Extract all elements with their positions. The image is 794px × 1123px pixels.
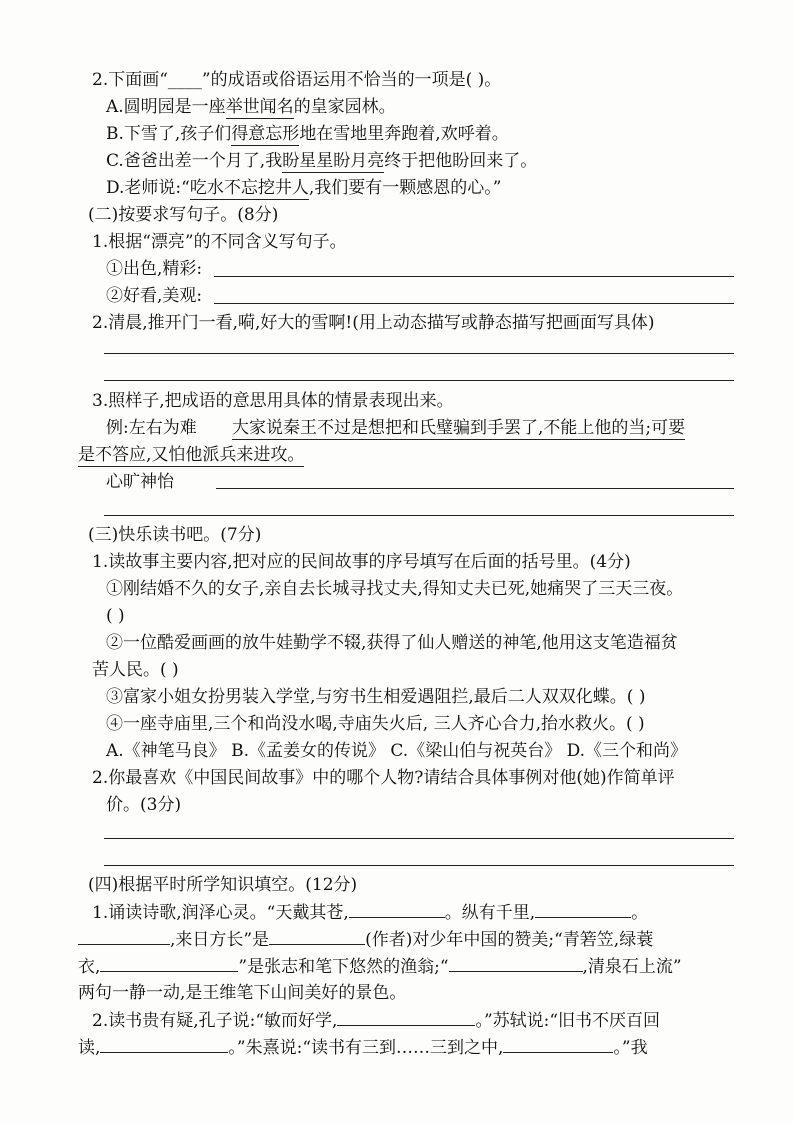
- example-label: 例:左右为难: [106, 418, 197, 438]
- s3-item-1: ①刚结婚不久的女子,亲自去长城寻找丈夫,得知丈夫已死,她痛哭了三天三夜。: [106, 579, 684, 599]
- q2-option-d: D.老师说:“吃水不忘挖井人,我们要有一颗感恩的心。”: [106, 178, 502, 198]
- s4-p2-line2: 读, 。”朱熹说:“读书有三到……三到之中, 。”我: [78, 1035, 648, 1059]
- fill-blank[interactable]: [269, 927, 365, 945]
- s3-item-2-cont: 苦人民。( ): [92, 660, 179, 680]
- s3-q2: 2.你最喜欢《中国民间故事》中的哪个人物?请结合具体事例对他(她)作简单评: [92, 768, 675, 788]
- s3-item-4: ④一座寺庙里,三个和尚没水喝,寺庙失火后, 三人齐心合力,抬水救火。( ): [106, 714, 645, 734]
- answer-line[interactable]: [104, 380, 734, 381]
- q2-option-b: B.下雪了,孩子们得意忘形地在雪地里奔跑着,欢呼着。: [106, 124, 509, 144]
- underlined-phrase: 举世闻名: [225, 97, 294, 117]
- fill-blank[interactable]: [337, 1008, 475, 1026]
- fill-blank[interactable]: [349, 900, 445, 918]
- s3-q1: 1.读故事主要内容,把对应的民间故事的序号填写在后面的括号里。(4分): [92, 552, 631, 572]
- s2-q2: 2.清晨,推开门一看,嗬,好大的雪啊!(用上动态描写或静态描写把画面写具体): [92, 313, 655, 333]
- fill-blank[interactable]: [535, 900, 631, 918]
- fill-blank[interactable]: [100, 1035, 228, 1053]
- section-3-title: (三)快乐读书吧。(7分): [88, 525, 262, 545]
- underlined-phrase: 盼星星盼月亮: [282, 151, 385, 171]
- s4-p1-line3: 衣, ”是张志和笔下悠然的渔翁;“ ,清泉石上流”: [78, 954, 682, 978]
- s2-q1-a: ①出色,精彩:: [106, 259, 203, 279]
- s2-q3: 3.照样子,把成语的意思用具体的情景表现出来。: [92, 391, 454, 411]
- section-4-title: (四)根据平时所学知识填空。(12分): [88, 875, 358, 895]
- underlined-phrase: 得意忘形: [231, 124, 300, 144]
- answer-line[interactable]: [104, 865, 734, 866]
- answer-line[interactable]: [104, 353, 734, 354]
- answer-line[interactable]: [214, 276, 734, 277]
- s4-p1-line4: 两句一静一动,是王维笔下山间美好的景色。: [78, 983, 407, 1003]
- s3-choices: A.《神笔马良》 B.《孟姜女的传说》 C.《梁山伯与祝英台》 D.《三个和尚》: [106, 741, 688, 761]
- s4-p1-line2: ,来日方长”是 (作者)对少年中国的赞美;“青箬笠,绿蓑: [78, 927, 653, 951]
- idiom-label: 心旷神怡: [106, 472, 174, 492]
- q2-option-c: C.爸爸出差一个月了,我盼星星盼月亮终于把他盼回来了。: [106, 151, 538, 171]
- s3-item-3: ③富家小姐女扮男装入学堂,与穷书生相爱遇阻拦,最后二人双双化蝶。( ): [106, 687, 646, 707]
- answer-line[interactable]: [104, 515, 734, 516]
- section-2-title: (二)按要求写句子。(8分): [88, 205, 279, 225]
- s3-q2-cont: 价。(3分): [106, 795, 182, 815]
- s2-q1: 1.根据“漂亮”的不同含义写句子。: [92, 232, 347, 252]
- s4-p1-line1: 1.诵读诗歌,润泽心灵。“天戴其苍, 。纵有千里, 。: [92, 900, 648, 924]
- q2-option-a: A.圆明园是一座举世闻名的皇家园林。: [106, 97, 396, 117]
- answer-line[interactable]: [214, 303, 734, 304]
- s2-q1-b: ②好看,美观:: [106, 286, 203, 306]
- answer-line[interactable]: [104, 838, 734, 839]
- s4-p2-line1: 2.读书贵有疑,孔子说:“敏而好学, 。”苏轼说:“旧书不厌百回: [92, 1008, 660, 1032]
- example-answer-line2: 是不答应,又怕他派兵来进攻。: [78, 445, 305, 465]
- s3-item-1-bracket: ( ): [106, 606, 125, 626]
- s3-item-2: ②一位酷爱画画的放牛娃勤学不辍,获得了仙人赠送的神笔,他用这支笔造福贫: [106, 633, 678, 653]
- underlined-phrase: 吃水不忘挖井人: [189, 178, 309, 198]
- fill-blank[interactable]: [449, 954, 583, 972]
- fill-blank[interactable]: [100, 954, 238, 972]
- example-answer-line1: 大家说秦王不过是想把和氏璧骗到手罢了,不能上他的当;可要: [232, 418, 686, 438]
- fill-blank[interactable]: [503, 1035, 613, 1053]
- answer-line[interactable]: [216, 488, 734, 489]
- q2-stem: 2.下面画“____”的成语或俗语运用不恰当的一项是( )。: [92, 70, 502, 90]
- fill-blank[interactable]: [78, 927, 170, 945]
